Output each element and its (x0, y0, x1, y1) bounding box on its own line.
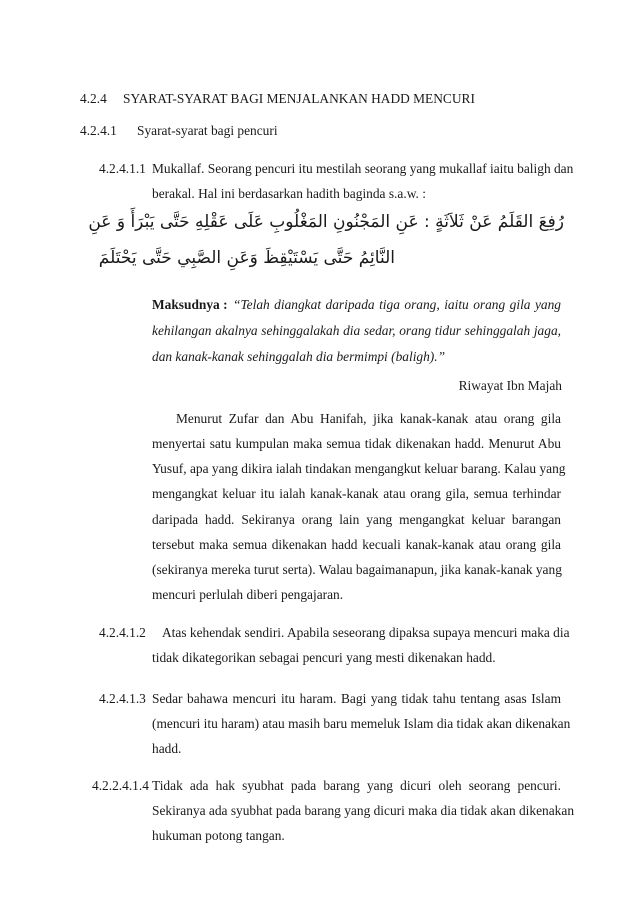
paragraph-line: (sekiranya mereka turut serta). Walau bagaimanapun, jika kanak-kanak yang (152, 562, 562, 577)
paragraph-line: daripada hadd. Sekiranya orang lain yang mengangkat keluar barangan (152, 512, 561, 527)
hadith-source: Riwayat Ibn Majah (458, 378, 562, 393)
translation-line: “Telah diangkat daripada tiga orang, iaitu orang gila yang (233, 297, 561, 312)
paragraph-line: Yusuf, apa yang dikira ialah tindakan mengangkut keluar barang. Kalau yang (152, 461, 566, 476)
item-number: 4.2.4.1.2 (99, 625, 146, 640)
paragraph-line: tersebut maka semua dikenakan hadd kecuali kanak-kanak atau orang gila (152, 537, 561, 552)
item-text-line: (mencuri itu haram) atau masih baru memeluk Islam dia tidak akan dikenakan (152, 716, 571, 731)
subsection-title: Syarat-syarat bagi pencuri (137, 123, 278, 138)
item-text-line: Atas kehendak sendiri. Apabila seseorang dipaksa supaya mencuri maka dia (162, 625, 570, 640)
item-text-line: hukuman potong tangan. (152, 828, 285, 843)
item-text-line: tidak dikategorikan sebagai pencuri yang mesti dikenakan hadd. (152, 650, 496, 665)
item-text-line: Tidak ada hak syubhat pada barang yang dicuri oleh seorang pencuri. (152, 778, 561, 793)
hadith-arabic-line: رُفِعَ القَلَمُ عَنْ ثَلاَثَةٍ : عَنِ المَجْنُونِ المَغْلُوبِ عَلَى عَقْلِهِ حَتَّى يَبْرَأَ وَ عَنِ (88, 212, 564, 232)
item-text-line: Mukallaf. Seorang pencuri itu mestilah seorang yang mukallaf iaitu baligh dan (152, 161, 574, 176)
translation-line: kehilangan akalnya sehinggalakah dia sedar, orang tidur sehinggalah jaga, (152, 323, 561, 338)
item-number: 4.2.4.1.1 (99, 161, 146, 176)
item-text-line: berakal. Hal ini berdasarkan hadith baginda s.a.w. : (152, 186, 426, 201)
item-text-line: hadd. (152, 741, 182, 756)
translation-line: dan kanak-kanak sehinggalah dia bermimpi (baligh).” (152, 349, 446, 364)
paragraph-line: menyertai satu kumpulan maka semua tidak dikenakan hadd. Menurut Abu (152, 436, 561, 451)
paragraph-line: Menurut Zufar dan Abu Hanifah, jika kanak-kanak atau orang gila (176, 411, 561, 426)
subsection-number: 4.2.4.1 (80, 123, 117, 138)
item-text-line: Sedar bahawa mencuri itu haram. Bagi yang tidak tahu tentang asas Islam (152, 691, 561, 706)
item-text-line: Sekiranya ada syubhat pada barang yang dicuri maka dia tidak akan dikenakan (152, 803, 575, 818)
paragraph-line: mencuri perlulah diberi pengajaran. (152, 587, 344, 602)
item-number: 4.2.4.1.3 (99, 691, 146, 706)
section-title: SYARAT-SYARAT BAGI MENJALANKAN HADD MENCURI (123, 91, 475, 106)
section-number: 4.2.4 (80, 91, 107, 106)
item-number: 4.2.2.4.1.4 (92, 778, 149, 793)
maksud-label: Maksudnya : (152, 297, 228, 312)
paragraph-line: mengangkat keluar itu ialah kanak-kanak atau orang gila, semua terhindar (152, 486, 561, 501)
hadith-arabic-line: النَّائِمُ حَتَّى يَسْتَيْقِظَ وَعَنِ الصَّبِي حَتَّى يَحْتَلَمَ (98, 248, 395, 268)
